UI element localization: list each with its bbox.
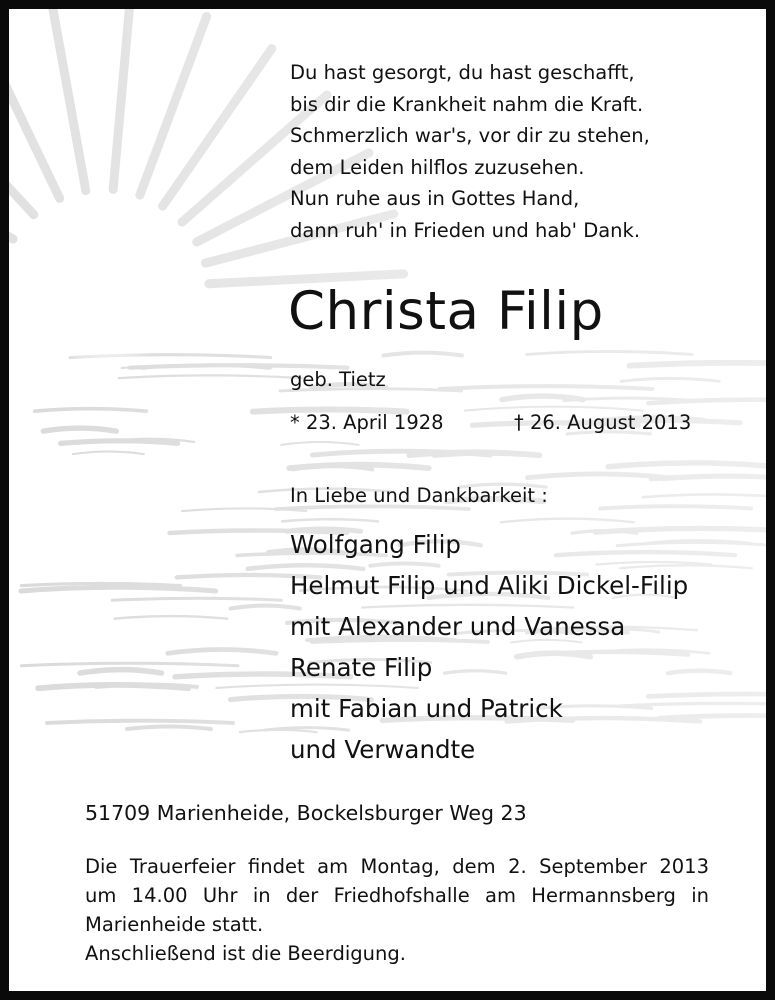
poem-line: Nun ruhe aus in Gottes Hand,: [290, 187, 580, 210]
birth-date: * 23. April 1928: [290, 411, 444, 434]
deceased-name: Christa Filip: [288, 281, 604, 342]
mourner-line: mit Fabian und Patrick: [290, 694, 563, 723]
poem-line: bis dir die Krankheit nahm die Kraft.: [290, 92, 644, 116]
family-address: 51709 Marienheide, Bockelsburger Weg 23: [85, 801, 527, 825]
mourner-line: Wolfgang Filip: [290, 530, 461, 559]
mourners-list: [290, 524, 688, 770]
death-date: † 26. August 2013: [514, 411, 692, 434]
funeral-line: um 14.00 Uhr in der Friedhofshalle am Hermannsberg in: [85, 884, 709, 907]
birth-name: geb. Tietz: [290, 368, 386, 391]
poem-line: dem Leiden hilflos zuzusehen.: [290, 155, 585, 179]
funeral-line: Die Trauerfeier findet am Montag, dem 2. September 2013: [85, 855, 709, 878]
poem-line: Schmerzlich war's, vor dir zu stehen,: [290, 124, 650, 147]
funeral-line: Anschließend ist die Beerdigung.: [85, 942, 406, 965]
mourner-line: und Verwandte: [290, 735, 476, 764]
memorial-poem: [290, 57, 650, 246]
poem-line: Du hast gesorgt, du hast geschafft,: [290, 61, 635, 84]
poem-line: dann ruh' in Frieden und hab' Dank.: [290, 218, 641, 242]
mourner-line: Renate Filip: [290, 653, 433, 682]
mourners-intro: In Liebe und Dankbarkeit :: [290, 484, 548, 507]
funeral-info: [85, 852, 709, 968]
funeral-line: Marienheide statt.: [85, 913, 264, 936]
mourner-line: Helmut Filip und Aliki Dickel-Filip: [290, 571, 689, 600]
mourner-line: mit Alexander und Vanessa: [290, 612, 626, 641]
